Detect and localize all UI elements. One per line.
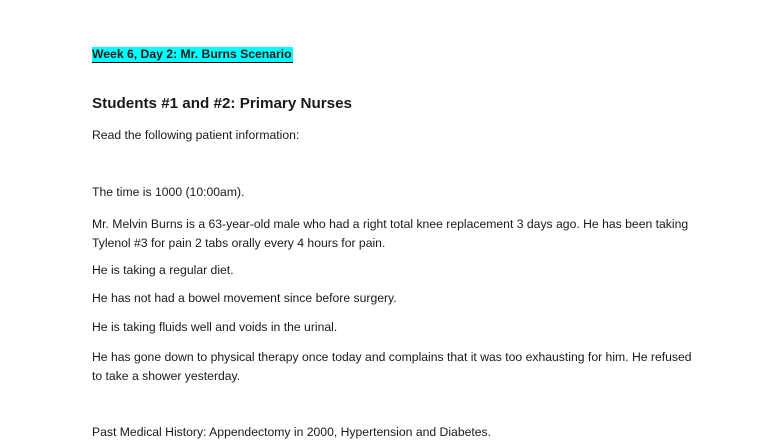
paragraph-physical-therapy: He has gone down to physical therapy once today and complains that it was too exhausting for him. He refused to take a shower yesterday. [92,350,692,383]
paragraph-medical-history: Past Medical History: Appendectomy in 2000, Hypertension and Diabetes. [92,425,492,439]
paragraph-bowel: He has not had a bowel movement since before surgery. [92,291,397,305]
section-title: Students #1 and #2: Primary Nurses [92,95,352,112]
paragraph-time: The time is 1000 (10:00am). [92,185,245,199]
paragraph-patient-summary: Mr. Melvin Burns is a 63-year-old male who had a right total knee replacement 3 days ago. He has been taking Tylenol #3 for pain 2 tabs orally every 4 hours for pain. [92,217,689,250]
paragraph-fluids: He is taking fluids well and voids in the urinal. [92,320,338,334]
highlighted-heading: Week 6, Day 2: Mr. Burns Scenario [92,47,292,61]
intro-text: Read the following patient information: [92,128,300,142]
paragraph-diet: He is taking a regular diet. [92,263,234,277]
